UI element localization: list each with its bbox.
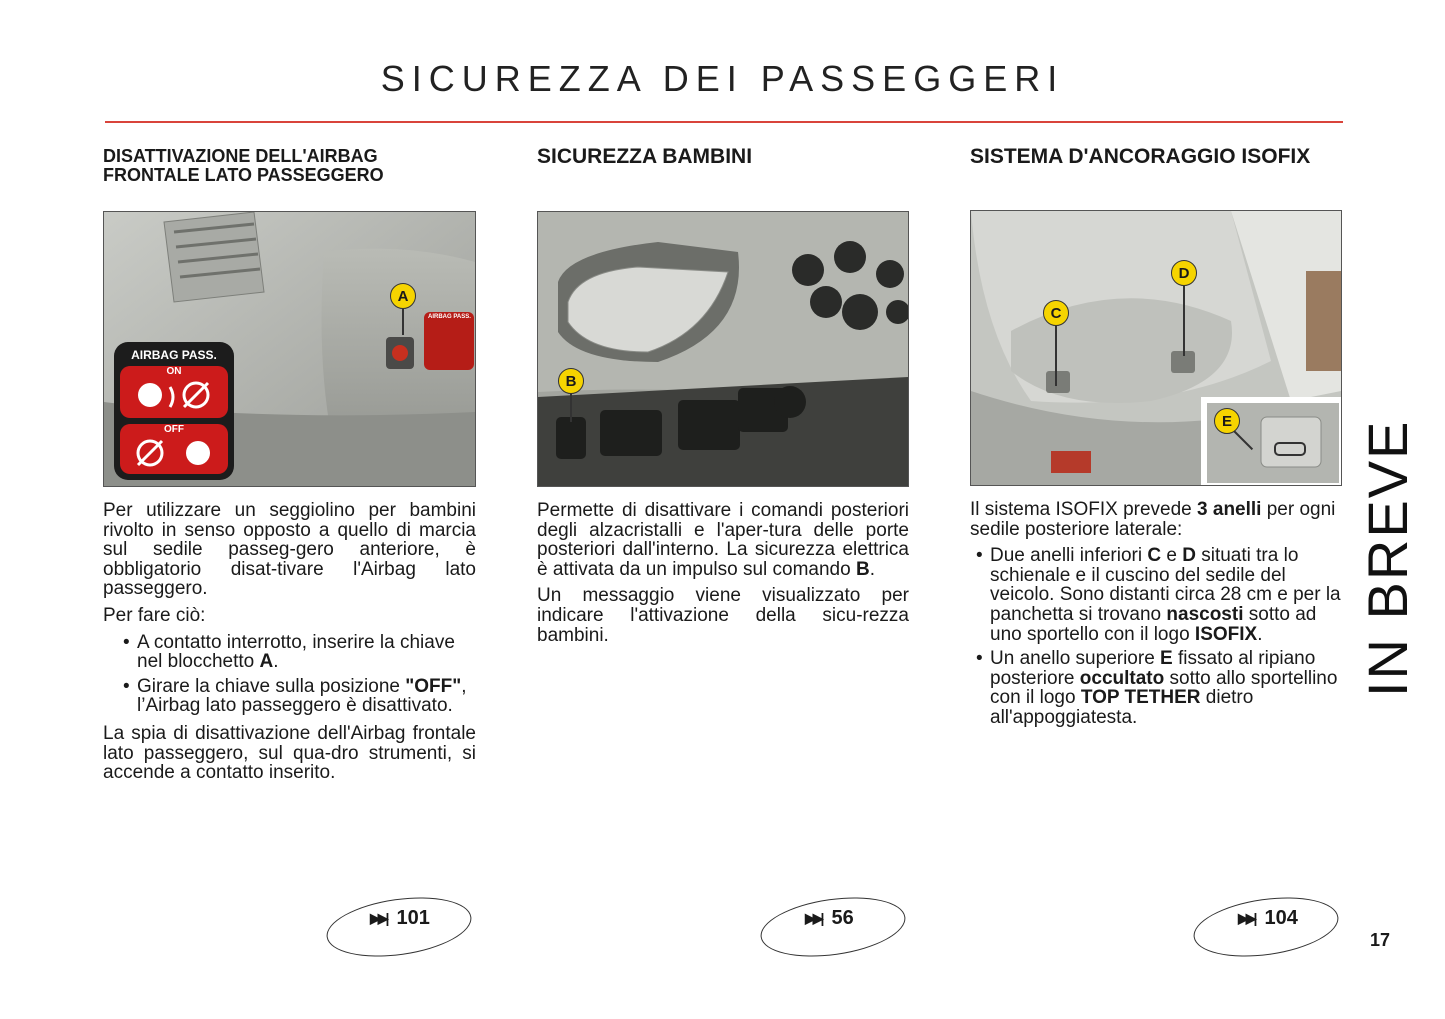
airbag-step-1: • A contatto interrotto, inserire la chiave nel blocchetto A. [123, 633, 476, 672]
badge-on-panel [120, 366, 228, 418]
child-safety-paragraph-1: Permette di disattivare i comandi posteriori degli alzacristalli e l'aper-tura delle porte posteriori dall'interno. La sicurezza elettrica è attivata da un impulso sul comando B. [537, 500, 909, 580]
page-title: SICUREZZA DEI PASSEGGERI [380, 58, 1065, 99]
figure-airbag-dashboard [103, 211, 476, 487]
section-title-airbag: DISATTIVAZIONE DELL'AIRBAG FRONTALE LATO PASSEGGERO [103, 146, 384, 185]
fast-forward-icon: ▶▶| [370, 910, 387, 926]
callout-d: D [1171, 260, 1197, 286]
child-seat-icon [120, 377, 228, 417]
callout-b-leader [570, 394, 572, 422]
side-section-label: IN BREVE [1356, 419, 1419, 697]
airbag-status-badge [114, 342, 234, 480]
airbag-step-2: • Girare la chiave sulla posizione "OFF", l’Airbag lato passeggero è disattivato. [123, 677, 476, 716]
figure-door-panel [537, 211, 909, 487]
section-child-safety [537, 143, 909, 652]
callout-c: C [1043, 300, 1069, 326]
small-airbag-label: AIRBAG PASS. [428, 314, 471, 320]
child-safety-body-text [537, 501, 909, 645]
airbag-paragraph-1: Per utilizzare un seggiolino per bambini rivolto in senso opposto a quello di marcia sul sedile passeg-gero anteriore, è obbligatorio disat-tivare l'Airbag lato passeggero. [103, 500, 476, 600]
isofix-ring-lower: • Due anelli inferiori C e D situati tra lo schienale e il cuscino del sedile del veicolo. Sono distanti circa 28 cm e per la panchetta si trovano nascosti sotto ad uno sportello con il logo ISOFIX. [976, 546, 1342, 644]
section-isofix [970, 143, 1342, 736]
ref-page-56: 56 [831, 907, 854, 929]
callout-a: A [390, 283, 416, 309]
airbag-paragraph-2: Per fare ciò: [103, 604, 206, 626]
door-panel-illustration [538, 212, 908, 486]
figure-isofix-seat [970, 210, 1342, 486]
section-airbag [103, 143, 476, 790]
callout-b: B [558, 368, 584, 394]
badge-on-label: ON [166, 366, 182, 377]
airbag-paragraph-3: La spia di disattivazione dell'Airbag frontale lato passeggero, sul qua-dro strumenti, si accende a contatto inserito. [103, 722, 476, 784]
badge-title: AIRBAG PASS. [131, 348, 217, 362]
badge-off-panel [120, 424, 228, 474]
airbag-steps-list [103, 633, 476, 716]
callout-d-leader [1183, 286, 1185, 356]
fast-forward-icon: ▶▶| [805, 910, 822, 926]
ref-link-104[interactable] [1238, 907, 1298, 930]
isofix-seat-illustration [971, 211, 1341, 485]
seat-off-icon [120, 435, 228, 473]
callout-e: E [1214, 408, 1240, 434]
badge-off-label: OFF [164, 424, 184, 435]
fast-forward-icon: ▶▶| [1238, 910, 1255, 926]
isofix-ring-upper: • Un anello superiore E fissato al ripiano posteriore occultato sotto allo sportellino con il logo TOP TETHER dietro all'appoggiatesta. [976, 649, 1342, 727]
isofix-rings-list [970, 546, 1342, 727]
airbag-body-text [103, 501, 476, 783]
ref-page-101: 101 [396, 907, 430, 929]
ref-page-104: 104 [1264, 907, 1298, 929]
isofix-body-text [970, 500, 1342, 728]
isofix-paragraph-1: Il sistema ISOFIX prevede 3 anelli per ogni sedile posteriore laterale: [970, 499, 1336, 540]
callout-a-leader [402, 309, 404, 335]
ref-link-101[interactable] [370, 907, 430, 930]
section-title-isofix: SISTEMA D'ANCORAGGIO ISOFIX [970, 145, 1311, 168]
child-safety-paragraph-2: Un messaggio viene visualizzato per indicare l'attivazione della sicu-rezza bambini. [537, 585, 909, 646]
title-divider [105, 121, 1343, 123]
callout-c-leader [1055, 326, 1057, 386]
ref-link-56[interactable] [805, 907, 854, 930]
section-title-child-safety: SICUREZZA BAMBINI [537, 145, 753, 168]
page-number: 17 [1370, 930, 1391, 950]
